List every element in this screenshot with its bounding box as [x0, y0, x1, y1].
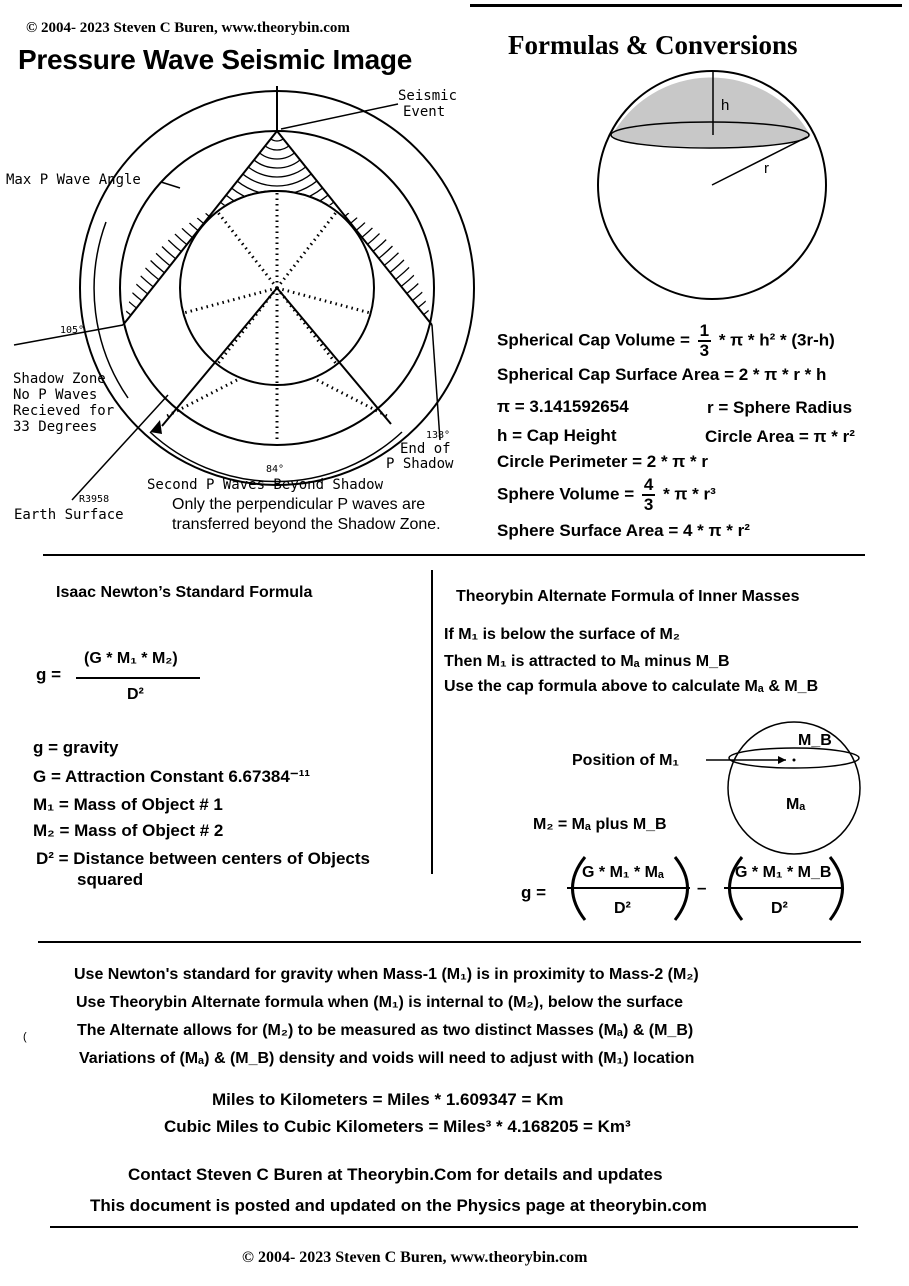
- frac-1-numerator: G * M₁ * Mₐ: [582, 864, 664, 881]
- wavefront-arc: [87, 0, 467, 321]
- stray-mark: (: [23, 1031, 27, 1043]
- newton-def-squared: squared: [77, 870, 144, 889]
- note-line-1: Use Newton's standard for gravity when Mass-1 (M₁) is in proximity to Mass-2 (M₂): [74, 966, 699, 983]
- circle-area-formula: Circle Area = π * r²: [705, 427, 855, 446]
- section-divider-1: [43, 554, 865, 556]
- seismic-note-1: Only the perpendicular P waves are: [172, 496, 426, 513]
- wavefront-arc: [123, 0, 431, 285]
- wavefront-arc: [0, 0, 575, 429]
- max-angle-leader: [161, 182, 180, 188]
- label-r3958: R3958: [79, 494, 110, 505]
- wavefront-arc: [114, 0, 440, 294]
- wavefront-arc: [15, 0, 539, 393]
- cap-area-formula: Spherical Cap Surface Area = 2 * π * r * h: [497, 365, 827, 384]
- sphere-volume-num: 4: [643, 475, 654, 494]
- seismic-title: Pressure Wave Seismic Image: [18, 44, 412, 75]
- core-wave-spoke-7: [185, 288, 277, 313]
- newton-def-m1: M₁ = Mass of Object # 1: [33, 795, 223, 814]
- newton-def-gravity: g = gravity: [33, 738, 119, 757]
- wavefront-arc: [78, 0, 476, 330]
- copyright-bottom: © 2004- 2023 Steven C Buren, www.theorybin.com: [242, 1249, 588, 1266]
- theorybin-line-2: Then M₁ is attracted to Mₐ minus M_B: [444, 653, 730, 670]
- label-end-2: P Shadow: [386, 456, 454, 472]
- label-earth: Earth Surface: [14, 507, 124, 523]
- label-shadow-3: Recieved for: [13, 403, 115, 419]
- frac-2-denominator: D²: [771, 900, 788, 917]
- m1-pointer-arrow: [778, 756, 786, 764]
- miles-to-km: Miles to Kilometers = Miles * 1.609347 = Km: [212, 1090, 564, 1109]
- label-105: 105°: [60, 325, 85, 336]
- m2-equation: M₂ = Mₐ plus M_B: [533, 816, 667, 833]
- newton-numerator: (G * M₁ * M₂): [84, 650, 178, 667]
- beyond-shadow-dash-0: [167, 380, 237, 416]
- cap-volume-den: 3: [699, 341, 710, 360]
- label-event-2: Event: [403, 104, 446, 120]
- cap-volume-num: 1: [699, 321, 710, 340]
- lower-ray-right: [277, 288, 391, 424]
- position-of-m1-label: Position of M₁: [572, 752, 680, 769]
- mb-label: M_B: [798, 732, 832, 749]
- pi-value: π = 3.141592654: [497, 397, 629, 416]
- section-divider-2: [38, 941, 861, 943]
- mass-slice-ellipse: [729, 748, 859, 768]
- label-shadow-2: No P Waves: [13, 387, 98, 403]
- beyond-shadow-dash-1: [317, 380, 387, 416]
- core-wave-spoke-6: [277, 288, 369, 313]
- event-pointer-line: [281, 104, 398, 129]
- sphere-cap-shading: [611, 77, 810, 147]
- posted-line: This document is posted and updated on the Physics page at theorybin.com: [90, 1196, 707, 1215]
- theorybin-line-1: If M₁ is below the surface of M₂: [444, 626, 680, 643]
- minus-sign: –: [697, 878, 707, 897]
- core-wave-spoke-1: [277, 213, 335, 288]
- theorybin-brackets: [555, 850, 875, 930]
- core-wave-spoke-2: [219, 213, 277, 288]
- frac-2-numerator: G * M₁ * M_B: [735, 864, 832, 881]
- angle-138-leader: [432, 325, 440, 440]
- cubic-conversion: Cubic Miles to Cubic Kilometers = Miles³ * 4.168205 = Km³: [164, 1117, 631, 1136]
- sphere-volume-den: 3: [643, 495, 654, 514]
- label-shadow-4: 33 Degrees: [13, 419, 98, 435]
- label-84: 84°: [266, 464, 285, 475]
- newton-g-eq: g =: [36, 665, 62, 684]
- sphere-area-formula: Sphere Surface Area = 4 * π * r²: [497, 521, 750, 540]
- newton-title: Isaac Newton’s Standard Formula: [56, 584, 313, 601]
- theorybin-title: Theorybin Alternate Formula of Inner Masses: [456, 588, 800, 605]
- frac-1-denominator: D²: [614, 900, 631, 917]
- lower-ray-left: [162, 288, 277, 426]
- label-max-angle: Max P Wave Angle: [6, 172, 141, 188]
- r-definition: r = Sphere Radius: [707, 398, 853, 417]
- seismic-note-2: transferred beyond the Shadow Zone.: [172, 516, 441, 533]
- newton-def-constant: G = Attraction Constant 6.67384⁻¹¹: [33, 767, 311, 786]
- contact-line: Contact Steven C Buren at Theorybin.Com for details and updates: [128, 1165, 663, 1184]
- newton-fraction-bar: [76, 677, 200, 679]
- inner-mass-diagram: [700, 712, 900, 862]
- ma-label: Mₐ: [786, 796, 806, 813]
- bottom-rule: [50, 1226, 858, 1228]
- newton-denominator: D²: [127, 686, 144, 703]
- label-end-1: End of: [400, 441, 451, 457]
- newton-def-m2: M₂ = Mass of Object # 2: [33, 821, 224, 840]
- circle-perimeter-formula: Circle Perimeter = 2 * π * r: [497, 452, 708, 471]
- theorybin-line-3: Use the cap formula above to calculate Mₐ & M_B: [444, 678, 819, 695]
- newton-def-distance: D² = Distance between centers of Objects: [36, 849, 370, 868]
- note-line-3: The Alternate allows for (M₂) to be measured as two distinct Masses (Mₐ) & (M_B): [77, 1022, 694, 1039]
- label-second: Second P Waves Beyond Shadow: [147, 477, 384, 493]
- mass-sphere-outline: [728, 722, 860, 854]
- wavefront-arc: [105, 0, 449, 303]
- m1-point: [793, 759, 796, 762]
- copyright-top: © 2004- 2023 Steven C Buren, www.theorybin.com: [26, 20, 350, 36]
- sphere-volume-formula: Sphere Volume = $\frac{4}{3}$ * π * r³: [497, 475, 716, 514]
- column-divider: [431, 570, 433, 874]
- h-definition: h = Cap Height: [497, 426, 617, 445]
- sphere-h-label: h: [721, 97, 730, 114]
- theorybin-g-eq: g =: [521, 883, 547, 902]
- wavefront-arc: [132, 0, 422, 276]
- label-event-1: Seismic: [398, 88, 458, 104]
- label-shadow-1: Shadow Zone: [13, 371, 106, 387]
- sphere-cap-diagram: [596, 70, 836, 300]
- note-line-4: Variations of (Mₐ) & (M_B) density and voids will need to adjust with (M₁) location: [79, 1050, 695, 1067]
- formulas-title: Formulas & Conversions: [508, 30, 798, 60]
- wavefront-arc: [0, 0, 566, 420]
- note-line-2: Use Theorybin Alternate formula when (M₁) is internal to (M₂), below the surface: [76, 994, 683, 1011]
- second-waves-arrow: [150, 420, 162, 434]
- sphere-r-label: r: [764, 160, 769, 177]
- label-138: 138°: [426, 430, 451, 441]
- cap-volume-formula: Spherical Cap Volume = $\frac{1}{3}$ * π * h² * (3r-h): [497, 321, 835, 360]
